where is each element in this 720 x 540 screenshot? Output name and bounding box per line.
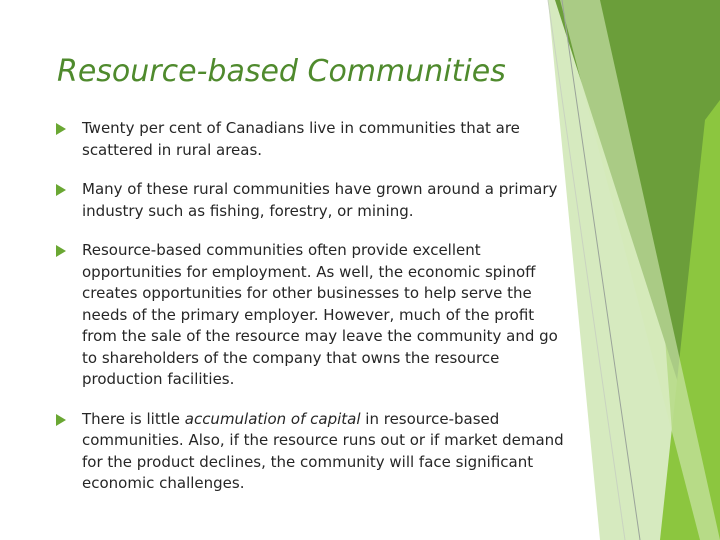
bullet-text-after: in resource-based communities. Also, if the resource runs out or if market demand for the product declines, the community will face significant economic challenges.	[82, 409, 564, 492]
triangle-right-icon	[56, 414, 66, 426]
list-item	[56, 179, 566, 222]
triangle-right-icon	[56, 184, 66, 196]
bullet-text: Twenty per cent of Canadians live in communities that are scattered in rural areas.	[82, 119, 520, 159]
triangle-right-icon	[56, 123, 66, 135]
bullet-text: Many of these rural communities have grown around a primary industry such as fishing, forestry, or mining.	[82, 180, 558, 220]
page-title: Resource-based Communities	[57, 54, 506, 89]
bullet-text: Resource-based communities often provide excellent opportunities for employment. As well, the economic spinoff creates opportunities for other businesses to help serve the needs of the primary employer. However, much of the profit from the sale of the resource may leave the community and go to shareholders of the company that owns the resource production facilities.	[82, 241, 558, 388]
triangle-right-icon	[56, 245, 66, 257]
bullet-text-before: There is little	[82, 409, 185, 428]
list-item	[56, 240, 566, 391]
list-item	[56, 118, 566, 161]
list-item	[56, 409, 566, 495]
bullet-emphasis: accumulation of capital	[184, 409, 361, 428]
bullet-list	[56, 118, 566, 513]
